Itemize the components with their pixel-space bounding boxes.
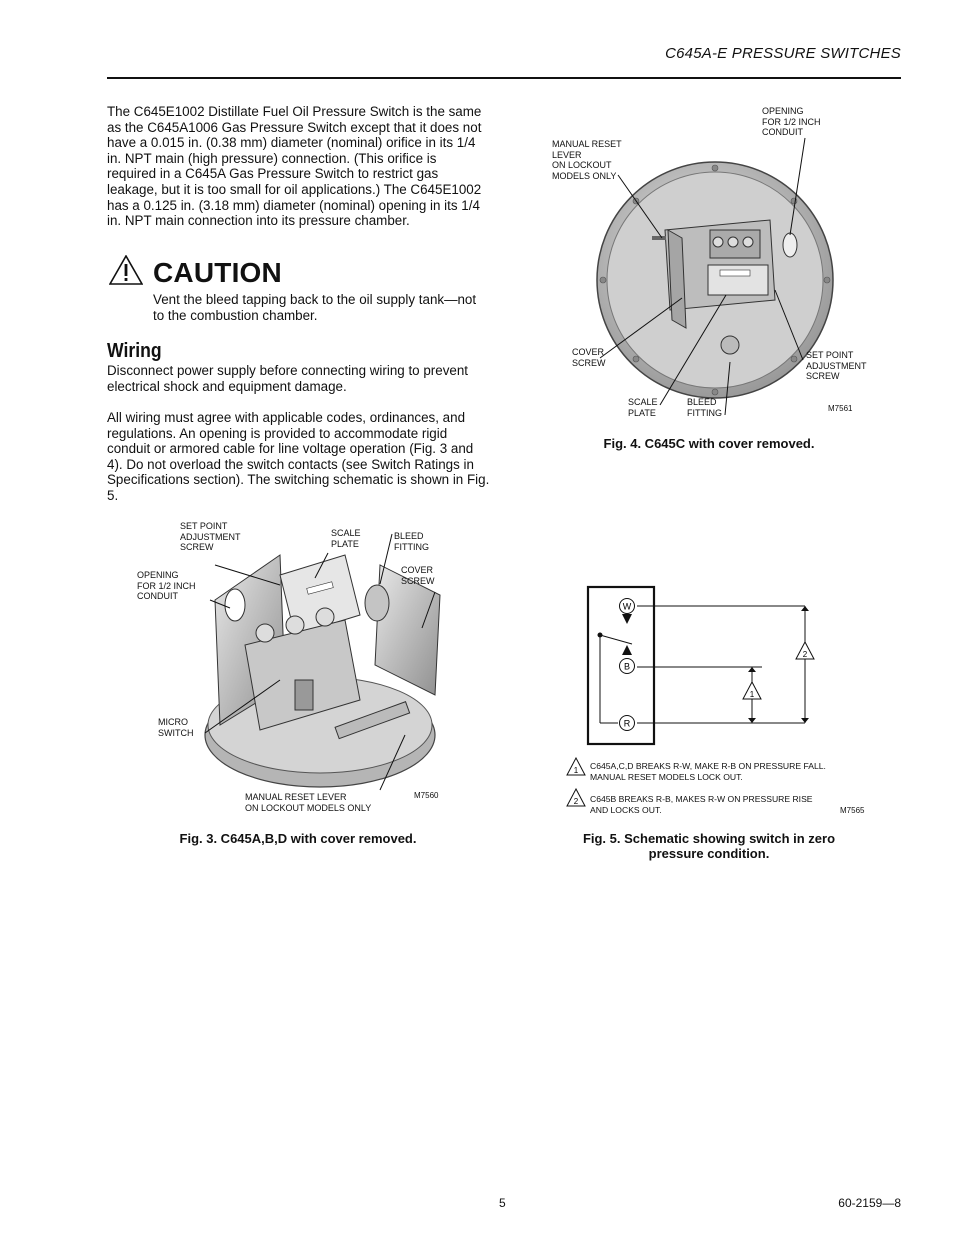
fig3-label-manual-reset: MANUAL RESET LEVER ON LOCKOUT MODELS ONLY xyxy=(245,792,372,813)
terminal-r-icon xyxy=(620,716,635,731)
svg-text:2: 2 xyxy=(573,797,579,806)
fig4-label-cover-screw: COVER SCREW xyxy=(572,347,606,368)
terminal-b-label: B xyxy=(623,661,631,672)
caution-heading: CAUTION xyxy=(153,257,282,288)
fig4-label-bleed-fitting: BLEED FITTING xyxy=(687,397,722,418)
wiring-heading: Wiring xyxy=(107,340,162,362)
fig4-label-manual-reset: MANUAL RESET LEVER ON LOCKOUT MODELS ONLY xyxy=(552,139,622,181)
wiring-paragraph-2: All wiring must agree with applicable codes, ordinances, and regulations. An opening is provided to accommodate rigid conduit or armored cable for line voltage operation (Fig. 3 and 4). Do not overload the switch contacts (see Switch Ratings in Specifications section). The switching schematic is shown in Fig. 5. xyxy=(107,410,490,503)
terminal-w-label: W xyxy=(622,601,632,612)
header-rule xyxy=(107,77,901,79)
wiring-paragraph-1: Disconnect power supply before connecting wiring to prevent electrical shock and equipment damage. xyxy=(107,363,469,394)
warning-triangle-icon xyxy=(109,255,143,285)
fig3-label-micro-switch: MICRO SWITCH xyxy=(158,717,194,738)
fig3-label-scale-plate: SCALE PLATE xyxy=(331,528,361,549)
marker-2-label: 2 xyxy=(802,650,808,659)
terminal-r-label: R xyxy=(623,718,631,729)
running-header: C645A-E PRESSURE SWITCHES xyxy=(665,45,901,62)
fig5-note-markers xyxy=(565,757,587,807)
fig3-caption: Fig. 3. C645A,B,D with cover removed. xyxy=(179,831,417,846)
marker-2-icon xyxy=(796,642,814,659)
document-number: 60-2159—8 xyxy=(838,1196,901,1210)
fig5-schematic xyxy=(580,580,840,750)
fig5-note-2: C645B BREAKS R-B, MAKES R-W ON PRESSURE RISE AND LOCKS OUT. xyxy=(590,794,813,815)
fig4-label-set-point: SET POINT ADJUSTMENT SCREW xyxy=(806,350,867,381)
fig3-label-set-point: SET POINT ADJUSTMENT SCREW xyxy=(180,521,241,552)
fig4-leader-lines xyxy=(550,100,880,420)
fig4-label-scale-plate: SCALE PLATE xyxy=(628,397,658,418)
svg-text:1: 1 xyxy=(573,766,579,775)
terminal-w-icon xyxy=(620,599,635,614)
fig4-caption: Fig. 4. C645C with cover removed. xyxy=(603,436,815,451)
fig3-label-bleed-fitting: BLEED FITTING xyxy=(394,531,429,552)
terminal-b-icon xyxy=(620,659,635,674)
fig3-code: M7560 xyxy=(414,791,439,800)
fig5-code: M7565 xyxy=(840,806,865,815)
note-2-marker-icon xyxy=(567,789,585,806)
fig4-code: M7561 xyxy=(828,404,853,413)
marker-1-label: 1 xyxy=(749,690,755,699)
intro-paragraph: The C645E1002 Distillate Fuel Oil Pressure Switch is the same as the C645A1006 Gas Pressure Switch except that it does not have a 0.015 in. (0.38 mm) diameter (nominal) orifice in its 1/4 in. NPT main (high pressure) connection. (This orifice is required in a C645A Gas Pressure Switch to restrict gas leakage, but it is too small for oil applications.) The C645E1002 has a 0.125 in. (3.18 mm) diameter (nominal) opening in its 1/4 in. NPT main connection into its pressure chamber. xyxy=(107,104,482,229)
marker-1-icon xyxy=(743,682,761,699)
fig3-label-opening: OPENING FOR 1/2 INCH CONDUIT xyxy=(137,570,196,601)
fig3-leader-lines xyxy=(130,520,460,820)
fig5-note-1: C645A,C,D BREAKS R-W, MAKE R-B ON PRESSURE FALL. MANUAL RESET MODELS LOCK OUT. xyxy=(590,761,826,782)
caution-text: Vent the bleed tapping back to the oil supply tank—not to the combustion chamber. xyxy=(153,292,477,323)
note-1-marker-icon xyxy=(567,758,585,775)
fig5-caption: Fig. 5. Schematic showing switch in zero pressure condition. xyxy=(582,831,836,861)
page-number: 5 xyxy=(499,1196,506,1210)
fig4-label-opening: OPENING FOR 1/2 INCH CONDUIT xyxy=(762,106,821,137)
fig3-label-cover-screw: COVER SCREW xyxy=(401,565,435,586)
